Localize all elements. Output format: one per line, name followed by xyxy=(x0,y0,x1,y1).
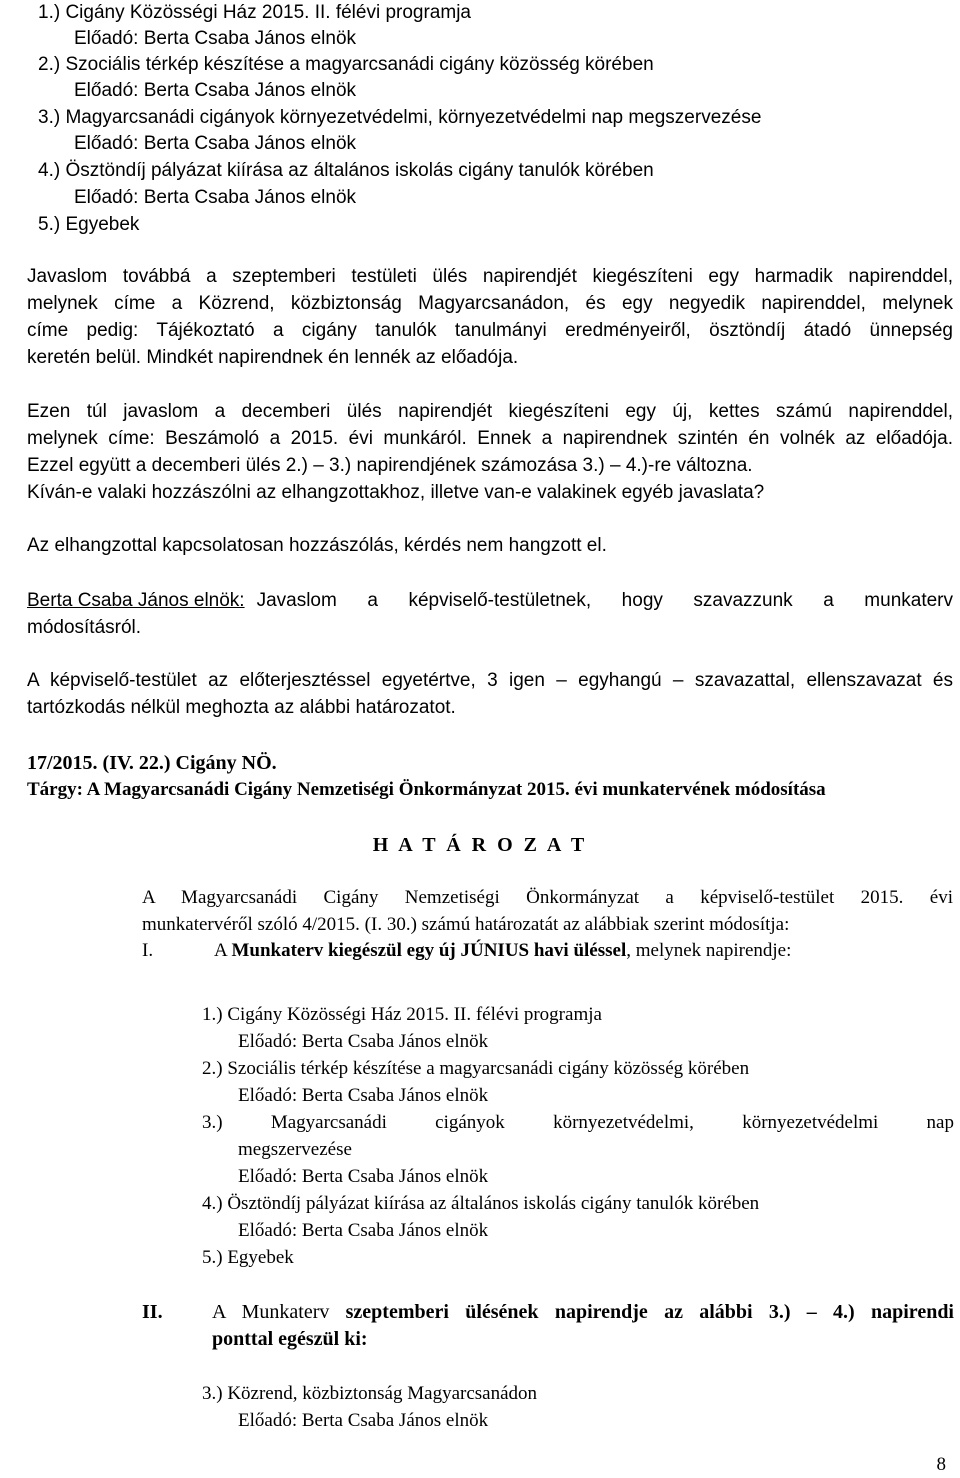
sept-item-3: 3.) Közrend, közbiztonság Magyarcsanádon xyxy=(202,1383,538,1404)
agenda-presenter-3: Előadó: Berta Csaba János elnök xyxy=(74,133,357,154)
section-2-number: II. xyxy=(142,1301,163,1323)
para1-line1: Javaslom továbbá a szeptemberi testületi ülés napirendjét kiegészíteni egy harmadik napirenddel, xyxy=(27,266,953,287)
agenda-item-3: 3.) Magyarcsanádi cigányok környezetvédelmi, környezetvédelmi nap megszervezése xyxy=(38,107,762,128)
section-1-text-a: A xyxy=(214,940,232,961)
june-item-2: 2.) Szociális térkép készítése a magyarcsanádi cigány közösség körében xyxy=(202,1058,750,1079)
para2-line3: Ezzel együtt a decemberi ülés 2.) – 3.) napirendjének számozása 3.) – 4.)-re változna. xyxy=(27,455,753,476)
para4-line2: módosításról. xyxy=(27,617,142,638)
section-2-line2: ponttal egészül ki: xyxy=(212,1328,368,1350)
june-presenter-1: Előadó: Berta Csaba János elnök xyxy=(238,1031,489,1052)
agenda-presenter-2: Előadó: Berta Csaba János elnök xyxy=(74,80,357,101)
agenda-presenter-1: Előadó: Berta Csaba János elnök xyxy=(74,28,357,49)
section-1-text xyxy=(214,938,791,964)
agenda-item-1: 1.) Cigány Közösségi Ház 2015. II. félévi programja xyxy=(38,2,471,23)
para1-line2: melynek címe a Közrend, közbiztonság Magyarcsanádon, és egy negyedik napirenddel, melynek xyxy=(27,293,953,314)
para5-line2: tartózkodás nélkül meghozta az alábbi határozatot. xyxy=(27,697,456,718)
para4-line1 xyxy=(27,588,953,614)
june-presenter-4: Előadó: Berta Csaba János elnök xyxy=(238,1220,489,1241)
section-2-text-a: A Munkaterv xyxy=(212,1301,346,1323)
para4-line1-text: Javaslom a képviselő-testületnek, hogy szavazzunk a munkaterv xyxy=(256,590,953,611)
agenda-presenter-4: Előadó: Berta Csaba János elnök xyxy=(74,187,357,208)
page-number: 8 xyxy=(936,1454,946,1475)
resolution-heading: H A T Á R O Z A T xyxy=(372,834,588,856)
june-item-5: 5.) Egyebek xyxy=(202,1247,294,1268)
para2-line2: melynek címe: Beszámoló a 2015. évi munkáról. Ennek a napirendnek szintén én volnék az előadója. xyxy=(27,428,953,449)
section-1-text-c: , melynek napirendje: xyxy=(626,940,792,961)
para2-line1: Ezen túl javaslom a decemberi ülés napirendjét kiegészíteni egy új, kettes számú napirenddel, xyxy=(27,401,953,422)
agenda-item-2: 2.) Szociális térkép készítése a magyarcsanádi cigány közösség körében xyxy=(38,54,654,75)
para1-line3: címe pedig: Tájékoztató a cigány tanulók tanulmányi eredményeiről, ösztöndíj átadó ünnepség xyxy=(27,320,953,341)
speaker-name: Berta Csaba János elnök: xyxy=(27,590,245,611)
section-1-text-bold: Munkaterv kiegészül egy új JÚNIUS havi üléssel xyxy=(231,940,627,961)
resolution-intro-line1: A Magyarcsanádi Cigány Nemzetiségi Önkormányzat a képviselő-testület 2015. évi xyxy=(142,887,953,908)
agenda-item-5: 5.) Egyebek xyxy=(38,214,140,235)
section-1-number: I. xyxy=(142,940,154,961)
sept-presenter-3: Előadó: Berta Csaba János elnök xyxy=(238,1410,489,1431)
para3: Az elhangzottal kapcsolatosan hozzászólás, kérdés nem hangzott el. xyxy=(27,535,607,556)
section-2-text xyxy=(212,1299,954,1325)
june-item-4: 4.) Ösztöndíj pályázat kiírása az általános iskolás cigány tanulók körében xyxy=(202,1193,760,1214)
para2-line4: Kíván-e valaki hozzászólni az elhangzottakhoz, illetve van-e valakinek egyéb javaslata? xyxy=(27,482,765,503)
june-item-1: 1.) Cigány Közösségi Ház 2015. II. félévi programja xyxy=(202,1004,602,1025)
resolution-subject: Tárgy: A Magyarcsanádi Cigány Nemzetiségi Önkormányzat 2015. évi munkatervének módosítása xyxy=(27,779,826,800)
section-2-text-bold: szeptemberi ülésének napirendje az alábbi 3.) – 4.) napirendi xyxy=(345,1301,954,1323)
agenda-item-4: 4.) Ösztöndíj pályázat kiírása az általános iskolás cigány tanulók körében xyxy=(38,160,654,181)
june-presenter-3: Előadó: Berta Csaba János elnök xyxy=(238,1166,489,1187)
resolution-intro-line2: munkatervéről szóló 4/2015. (I. 30.) számú határozatát az alábbiak szerint módosítja: xyxy=(142,914,790,935)
para5-line1: A képviselő-testület az előterjesztéssel egyetértve, 3 igen – egyhangú – szavazattal, ellenszavazat és xyxy=(27,670,953,691)
june-presenter-2: Előadó: Berta Csaba János elnök xyxy=(238,1085,489,1106)
june-item-3-cont: megszervezése xyxy=(238,1139,352,1160)
resolution-number: 17/2015. (IV. 22.) Cigány NÖ. xyxy=(27,752,277,774)
para1-line4: keretén belül. Mindkét napirendnek én lennék az előadója. xyxy=(27,347,519,368)
june-item-3: 3.) Magyarcsanádi cigányok környezetvédelmi, környezetvédelmi nap xyxy=(202,1112,954,1133)
